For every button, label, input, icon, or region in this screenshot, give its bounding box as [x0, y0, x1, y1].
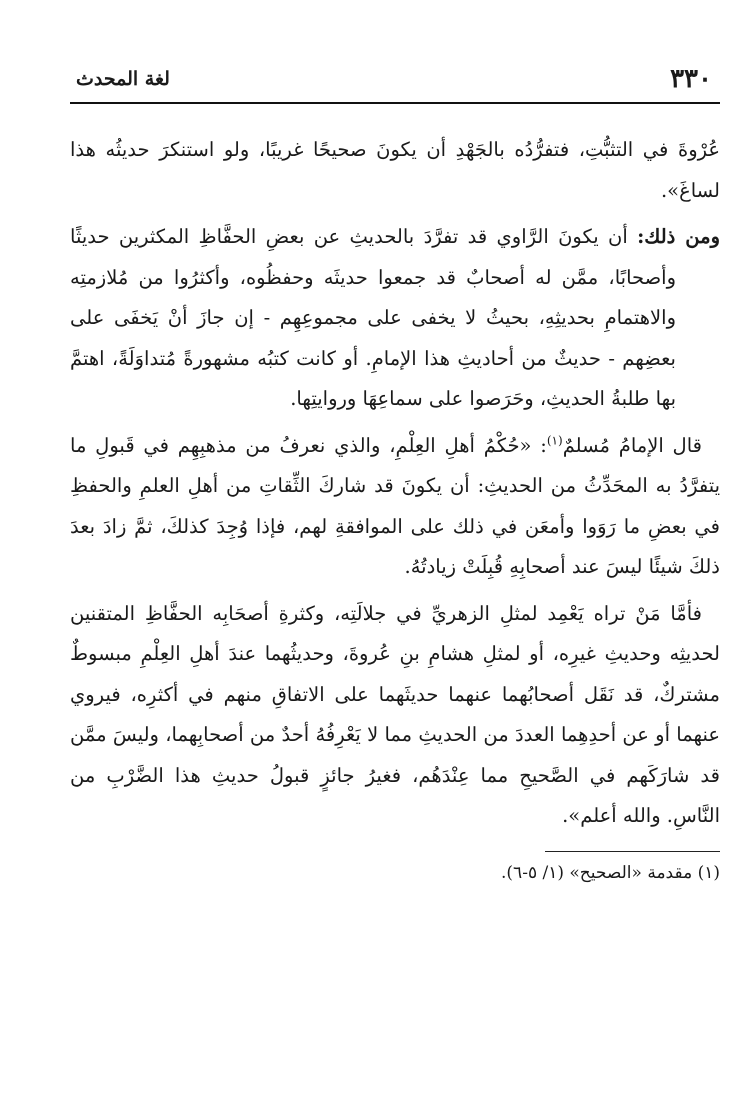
paragraph-2-lead: ومن ذلك:	[637, 225, 720, 248]
paragraph-4: فأمَّا مَنْ تراه يَعْمِد لمثلِ الزهريِّ في جلالَتِه، وكثرةِ أصحَابِه الحفَّاظِ المتقنين لحديثِه وحديثِ غيرِه، أو لمثلِ هشامِ بنِ عُروةَ، وحديثُهما عندَ أهلِ العِلْمِ مبسوطٌ مشتركٌ، قد نَقَل أصحابُهما عنهما حديثَهما على الاتفاقِ منهم في أكثرِه، فيروي عنهما أو عن أحدِهِما العددَ من الحديثِ مما لا يَعْرِفُهُ أحدٌ من أصحابِهما، وليسَ ممَّن قد شارَكَهم في الصَّحيحِ مما عِنْدَهُم، فغيرُ جائزٍ قبولُ حديثِ هذا الضَّرْبِ من النَّاسِ. والله أعلم».	[70, 601, 720, 827]
book-page	[70, 58, 720, 1058]
body-text	[70, 130, 720, 837]
page-number: ٣٣٠	[670, 64, 712, 94]
footnote: (١) مقدمة «الصحيح» (١/ ٥-٦).	[501, 862, 720, 883]
paragraph-3-before: قال الإمامُ مُسلمٌ	[562, 433, 702, 457]
paragraph-1: عُرْوةَ في التثبُّتِ، فتفرُّدُه بالجَهْدِ أن يكونَ صحيحًا غريبًا، ولو استنكرَ حديثُه هذا لساغَ».	[70, 138, 720, 202]
paragraph-3-after: : «حُكْمُ أهلِ العِلْمِ، والذي نعرفُ من مذهبِهِم في قَبولِ ما يتفرَّدُ به المحَدِّثُ من الحديثِ: أن يكونَ قد شاركَ الثِّقاتِ من أهلِ العلمِ والحفظِ في بعضِ ما رَوَوا وأمعَن في ذلك على الموافقةِ لهم، فإذا وُجِدَ كذلكَ، ثمَّ زادَ بعدَ ذلكَ شيئًا ليسَ عند أصحابِهِ قُبِلَتْ زيادتُهُ.	[70, 433, 720, 578]
running-head	[70, 58, 720, 104]
book-title: لغة المحدث	[76, 68, 170, 90]
paragraph-2	[70, 217, 720, 420]
footnote-separator	[545, 851, 720, 852]
paragraph-3	[70, 426, 720, 588]
paragraph-2-text: أن يكونَ الرَّاوي قد تفرَّدَ بالحديثِ عن بعضِ الحفَّاظِ المكثرين حديثًا وأصحابًا، ممَّن له أصحابٌ قد جمعوا حديثَه وحفظُوه، وأكثرُوا من مُلازمتِه والاهتمامِ بحديثِهِ، بحيثُ لا يخفى على مجموعِهِم - إن جازَ أنْ يَخفَى على بعضِهم - حديثٌ من أحاديثِ هذا الإمامِ. أو كانت كتبُه مشهورةً مُتداوَلَةً، اهتمَّ بها طلبةُ الحديثِ، وحَرَصوا على سماعِهَا وروايتِها.	[70, 225, 676, 410]
footnote-reference[interactable]: (١)	[546, 433, 563, 447]
